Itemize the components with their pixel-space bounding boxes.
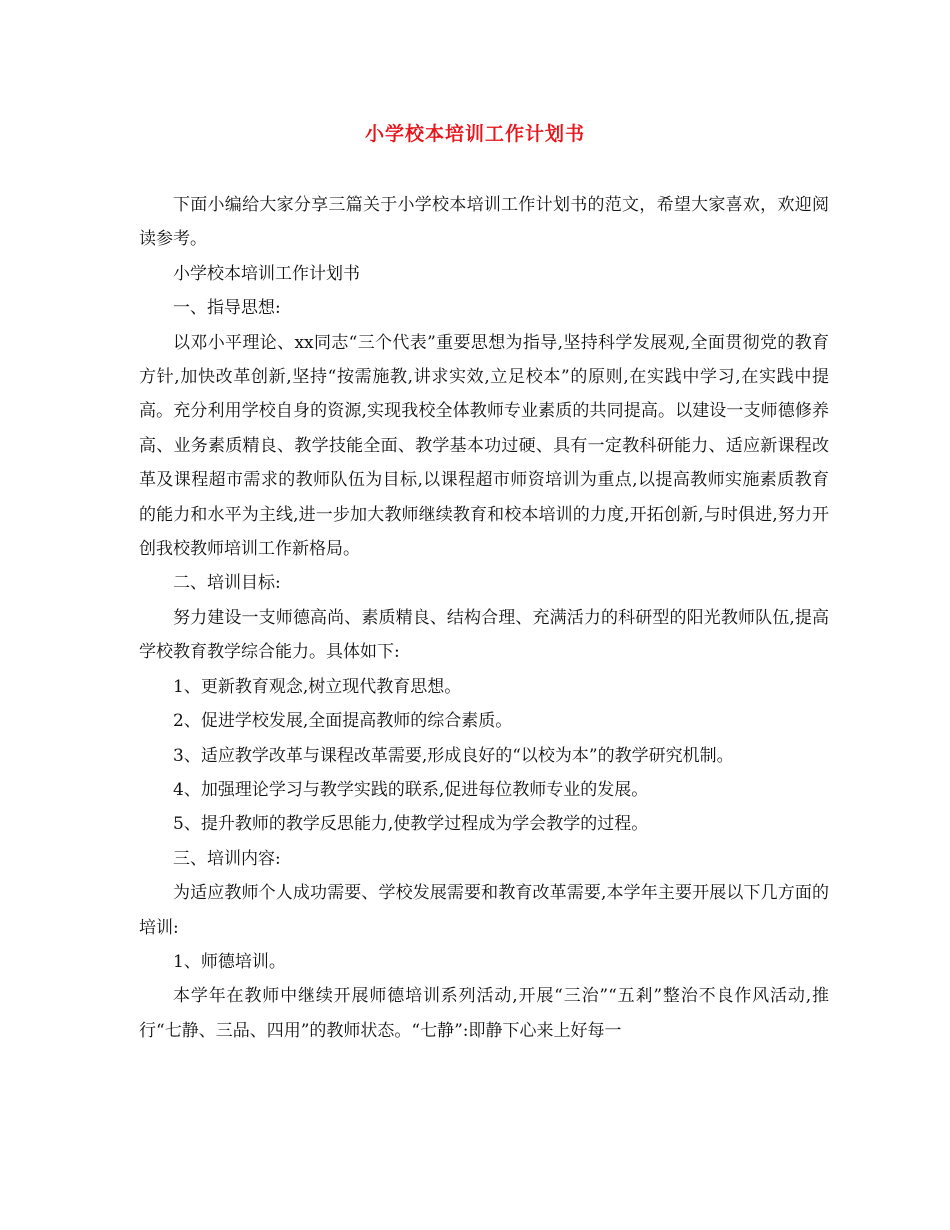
list-item-goal-1: 1、更新教育观念,树立现代教育思想。 (173, 676, 462, 697)
paragraph-guiding-ideology: 以邓小平理论、xx同志“三个代表”重要思想为指导,坚持科学发展观,全面贯彻党的教育方针,加快改革创新,坚持“按需施教,讲求实效,立足校本”的原则,在实践中学习,在实践中提高。充分利用学校自身的资源,实现我校全体教师专业素质的共同提高。以建设一支师德修养高、业务素质精良、教学技能全面、教学基本功过硬、具有一定教科研能力、适应新课程改革及课程超市需求的教师队伍为目标,以课程超市师资培训为重点,以提高教师实施素质教育的能力和水平为主线,进一步加大教师继续教育和校本培训的力度,开拓创新,与时俱进,努力开创我校教师培训工作新格局。 (139, 332, 829, 560)
paragraph-training-goals: 努力建设一支师德高尚、素质精良、结构合理、充满活力的科研型的阳光教师队伍,提高学校教育教学综合能力。具体如下: (139, 607, 829, 663)
list-item-goal-3: 3、适应教学改革与课程改革需要,形成良好的“以校为本”的教学研究机制。 (173, 745, 734, 766)
section-heading-training-content: 三、培训内容: (173, 848, 281, 869)
document-body (139, 188, 829, 1048)
paragraph-ethics-training: 本学年在教师中继续开展师德培训系列活动,开展“三治”“五剎”整治不良作风活动,推行“七静、三品、四用”的教师状态。“七静”:即静下心来上好每一 (139, 986, 829, 1041)
paragraph-intro: 下面小编给大家分享三篇关于小学校本培训工作计划书的范文，希望大家喜欢，欢迎阅读参考。 (139, 195, 829, 250)
list-item-goal-2: 2、促进学校发展,全面提高教师的综合素质。 (173, 711, 513, 732)
list-item-ethics-training: 1、师德培训。 (173, 951, 286, 972)
section-heading-guiding-ideology: 一、指导思想: (173, 298, 281, 319)
document-title: 小学校本培训工作计划书 (364, 123, 585, 145)
list-item-goal-4: 4、加强理论学习与教学实践的联系,促进每位教师专业的发展。 (173, 779, 649, 800)
section-heading-training-goals: 二、培训目标: (173, 573, 281, 594)
paragraph-training-content: 为适应教师个人成功需要、学校发展需要和教育改革需要,本学年主要开展以下几方面的培训: (139, 883, 829, 938)
list-item-goal-5: 5、提升教师的教学反思能力,使教学过程成为学会教学的过程。 (173, 814, 649, 835)
paragraph-subtitle: 小学校本培训工作计划书 (173, 263, 360, 284)
